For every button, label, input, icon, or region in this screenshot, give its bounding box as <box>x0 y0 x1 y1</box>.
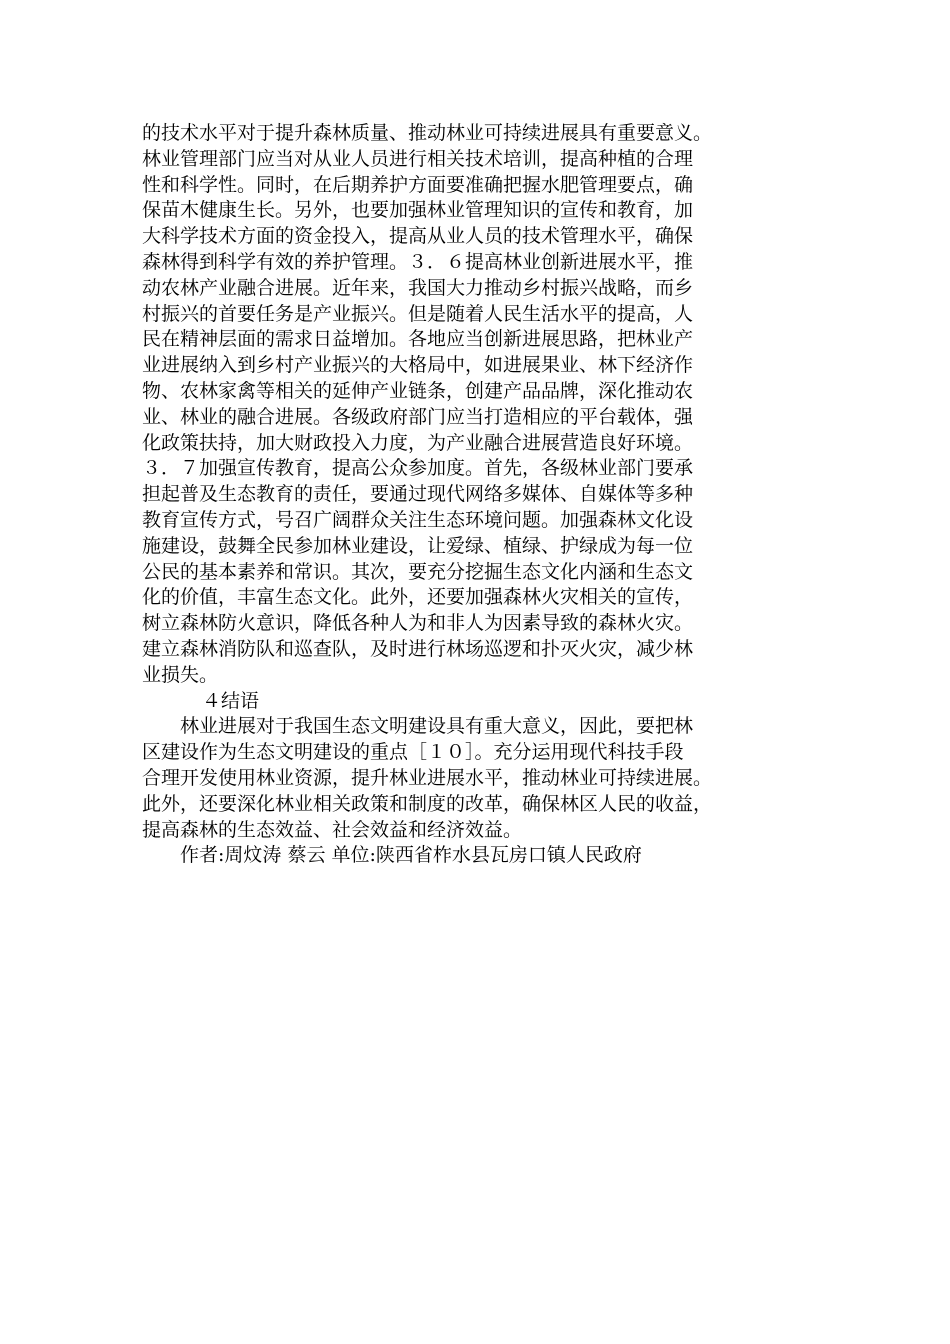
body-line: 大科学技术方面的资金投入，提高从业人员的技术管理水平，确保 <box>142 225 694 248</box>
body-line: 物、农林家禽等相关的延伸产业链条，创建产品品牌，深化推动农 <box>142 379 694 402</box>
body-line: 业、林业的融合进展。各级政府部门应当打造相应的平台载体，强 <box>142 405 694 428</box>
body-line: 树立森林防火意识，降低各种人为和非人为因素导致的森林火灾。 <box>142 612 694 635</box>
body-line: 担起普及生态教育的责任，要通过现代网络多媒体、自媒体等多种 <box>142 483 694 506</box>
body-line: 化政策扶持，加大财政投入力度，为产业融合进展营造良好环境。 <box>142 431 694 454</box>
conclusion-line: 合理开发使用林业资源，提升林业进展水平，推动林业可持续进展。 <box>142 766 713 789</box>
body-line: 教育宣传方式，号召广阔群众关注生态环境问题。加强森林文化设 <box>142 508 694 531</box>
body-line: 动农林产业融合进展。近年来，我国大力推动乡村振兴战略，而乡 <box>142 276 694 299</box>
body-line: 林业管理部门应当对从业人员进行相关技术培训，提高种植的合理 <box>142 147 694 170</box>
body-line: 的技术水平对于提升森林质量、推动林业可持续进展具有重要意义。 <box>142 122 713 144</box>
body-line: 森林得到科学有效的养护管理。３．６提高林业创新进展水平，推 <box>142 250 694 273</box>
body-line: 保苗木健康生长。另外，也要加强林业管理知识的宣传和教育，加 <box>142 199 694 222</box>
body-line: 建立森林消防队和巡查队，及时进行林场巡逻和扑灭火灾，减少林 <box>142 637 694 660</box>
conclusion-line: 此外，还要深化林业相关政策和制度的改革，确保林区人民的收益， <box>142 792 713 815</box>
conclusion-line: 提高森林的生态效益、社会效益和经济效益。 <box>142 818 523 841</box>
body-line: 性和科学性。同时，在后期养护方面要准确把握水肥管理要点，确 <box>142 173 694 196</box>
body-line: 业进展纳入到乡村产业振兴的大格局中，如进展果业、林下经济作 <box>142 354 694 377</box>
body-line: 业损失。 <box>142 663 219 686</box>
conclusion-line: 区建设作为生态文明建设的重点［１０］。充分运用现代科技手段 <box>142 741 684 764</box>
conclusion-line: 林业进展对于我国生态文明建设具有重大意义，因此，要把林 <box>180 715 694 738</box>
section-heading: ４结语 <box>202 689 260 712</box>
body-line: 施建设，鼓舞全民参加林业建设，让爱绿、植绿、护绿成为每一位 <box>142 534 694 557</box>
body-line: 民在精神层面的需求日益增加。各地应当创新进展思路，把林业产 <box>142 328 694 351</box>
document-body <box>142 121 832 869</box>
body-line: 村振兴的首要任务是产业振兴。但是随着人民生活水平的提高，人 <box>142 302 694 325</box>
author-line: 作者:周炆涛 蔡云 单位:陕西省柞水县瓦房口镇人民政府 <box>180 844 642 867</box>
body-line: 公民的基本素养和常识。其次，要充分挖掘生态文化内涵和生态文 <box>142 560 694 583</box>
body-line: 化的价值，丰富生态文化。此外，还要加强森林火灾相关的宣传， <box>142 586 694 609</box>
body-line: ３．７加强宣传教育，提高公众参加度。首先，各级林业部门要承 <box>142 457 694 480</box>
